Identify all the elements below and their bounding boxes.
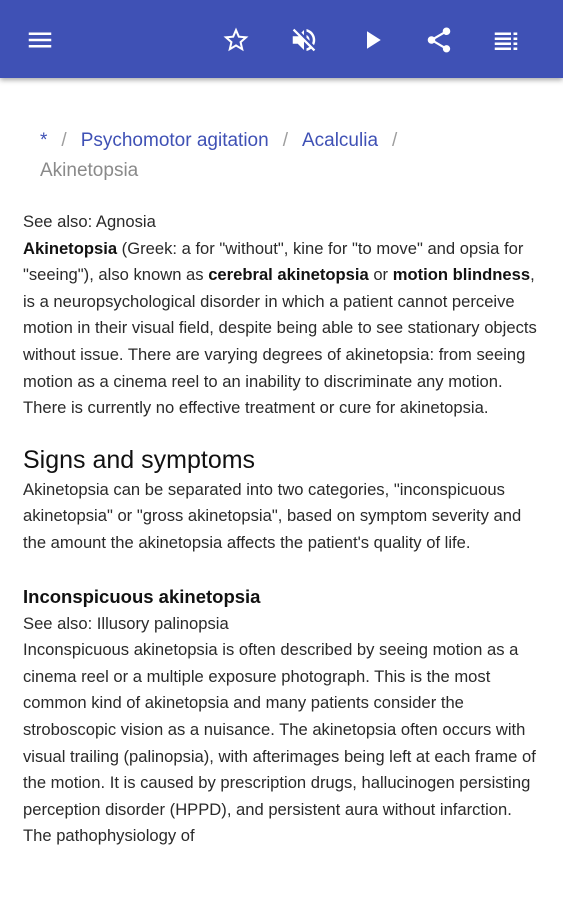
intro-text: (Greek: a for "without", kine for "to move" and opsia for "seeing"), also known as <box>23 238 524 285</box>
breadcrumb-link-psychomotor-agitation[interactable]: Psychomotor agitation <box>80 130 269 151</box>
inconspicuous-paragraph: Inconspicuous akinetopsia is often described by seeing motion as a cinema reel or a multiple exposure photograph. This is the most common kind of akinetopsia and many patients consider the stroboscopic vision as a nuisance. The akinetopsia often occurs with visual trailing (palinopsia), with afterimages being left at each frame of the motion. It is caused by prescription drugs, hallucinogen persisting perception disorder (HPPD), and persistent aura without infarction. The pathophysiology of <box>23 640 536 846</box>
breadcrumb-link-acalculia[interactable]: Acalculia <box>301 130 379 151</box>
breadcrumb-separator: / <box>282 130 288 151</box>
mute-button[interactable] <box>284 20 324 60</box>
see-also-illusory-palinopsia[interactable]: See also: Illusory palinopsia <box>23 613 229 633</box>
heading-inconspicuous-akinetopsia: Inconspicuous akinetopsia <box>23 585 261 607</box>
volume-off-icon <box>289 25 319 55</box>
article-body <box>23 209 543 850</box>
share-icon <box>424 25 454 55</box>
menu-icon <box>25 25 55 55</box>
intro-text: or <box>368 265 393 285</box>
intro-term: Akinetopsia <box>23 238 118 258</box>
article-content <box>0 78 563 900</box>
breadcrumb-separator: / <box>61 130 67 151</box>
signs-paragraph: Akinetopsia can be separated into two categories, "inconspicuous akinetopsia" or "gross akinetopsia", based on symptom severity and the amount the akinetopsia affects the patient's quality of life. <box>23 479 522 552</box>
list-icon <box>491 25 521 55</box>
contents-button[interactable] <box>486 20 526 60</box>
see-also-agnosia[interactable]: See also: Agnosia <box>23 212 156 231</box>
play-button[interactable] <box>352 20 392 60</box>
top-app-bar <box>0 0 563 78</box>
intro-term: cerebral akinetopsia <box>208 265 369 285</box>
intro-text: , is a neuropsychological disorder in which a patient cannot perceive motion in their visual field, despite being able to see stationary objects without issue. There are varying degrees of akinetopsia: from seeing motion as a cinema reel to an inability to discriminate any motion. There is currently no effective treatment or cure for akinetopsia. <box>23 265 537 418</box>
breadcrumb-link-root[interactable]: * <box>40 130 48 151</box>
play-icon <box>357 25 387 55</box>
intro-term: motion blindness <box>392 265 531 285</box>
breadcrumb <box>40 126 540 186</box>
breadcrumb-separator: / <box>392 130 398 151</box>
menu-button[interactable] <box>20 20 60 60</box>
favorite-button[interactable] <box>216 20 256 60</box>
heading-signs-and-symptoms: Signs and symptoms <box>23 445 256 474</box>
share-button[interactable] <box>419 20 459 60</box>
star-icon <box>221 25 251 55</box>
intro-paragraph <box>23 236 543 422</box>
breadcrumb-current: Akinetopsia <box>40 160 139 181</box>
